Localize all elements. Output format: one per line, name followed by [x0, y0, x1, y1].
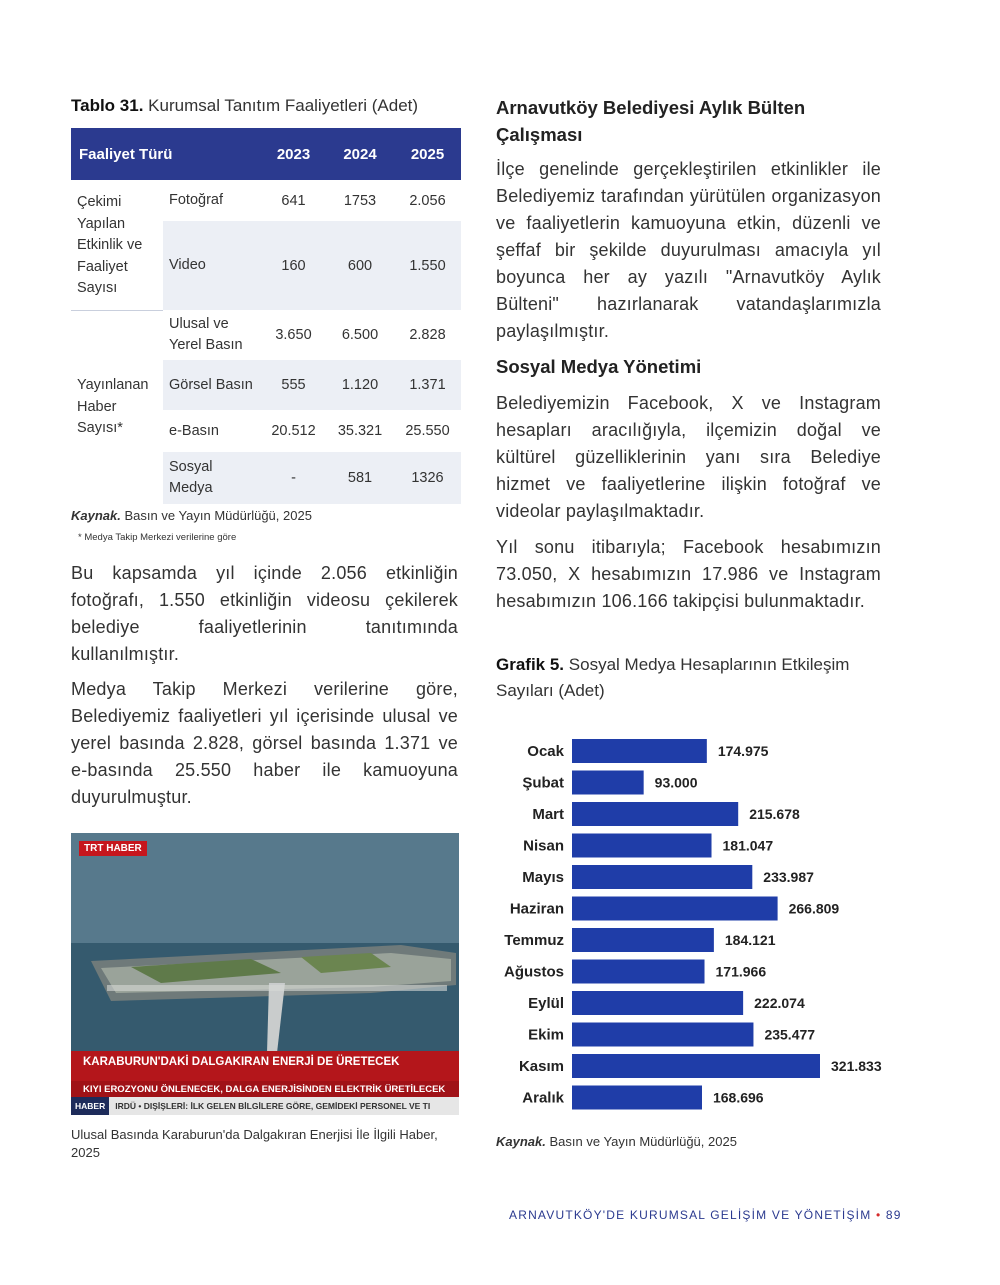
social-media-paragraph: Belediyemizin Facebook, X ve Instagram hesapları aracılığıyla, ilçemizin doğal ve kültürel güzelliklerinin yanı sıra Belediye hizmet ve faaliyetlerine ilişkin fotoğraf ve videolar paylaşılmaktadır.	[496, 393, 881, 521]
header-2025: 2025	[394, 128, 461, 180]
chart-caption	[496, 652, 881, 704]
table-caption-title: Kurumsal Tanıtım Faaliyetleri (Adet)	[148, 96, 419, 115]
cell-value: 1.371	[394, 360, 461, 410]
cell-value: 1753	[343, 192, 377, 209]
news-ticker	[71, 1097, 459, 1115]
cell-value: -	[261, 452, 326, 504]
table-source-label: Kaynak.	[71, 508, 121, 523]
bar-value-label: 171.966	[715, 963, 767, 980]
cell-value: 641	[281, 192, 306, 209]
cell-value: 555	[261, 360, 326, 410]
cell-value: 600	[326, 221, 394, 310]
page-footer	[509, 1208, 902, 1222]
cell-value: 1.550	[394, 221, 461, 310]
bar	[572, 1054, 820, 1078]
bulletin-heading: Arnavutköy Belediyesi Aylık Bülten Çalışması	[496, 97, 806, 145]
bar-category-label: Aralık	[522, 1089, 564, 1107]
cell-value: 25.550	[405, 423, 450, 439]
bar-category-label: Eylül	[528, 995, 564, 1012]
bar-category-label: Ocak	[527, 743, 564, 760]
bar	[572, 739, 707, 763]
news-subline: KIYI EROZYONU ÖNLENECEK, DALGA ENERJİSİNDEN ELEKTRİK ÜRETİLECEK	[71, 1081, 459, 1099]
cell-value: 35.321	[337, 423, 383, 439]
row-type: e-Basın	[169, 422, 219, 439]
cell-value: 3.650	[275, 327, 312, 343]
bar-category-label: Şubat	[522, 774, 564, 792]
bar-value-label: 93.000	[654, 774, 698, 791]
chart-source	[496, 1134, 737, 1149]
bar-value-label: 184.121	[724, 932, 776, 948]
cell-value: 160	[261, 221, 326, 310]
bulletin-paragraph: İlçe genelinde gerçekleştirilen etkinlikler ile Belediyemiz tarafından yürütülen organizasyon ve faaliyetlerin kamuoyuna etkin, düzenli ve şeffaf bir şekilde duyurulması amacıyla yıl boyunca her ay yazılı "Arnavutköy Aylık Bülteni" hazırlanarak vatandaşlarımızla paylaşılmıştır.	[496, 159, 881, 341]
photo-caption: Ulusal Basında Karaburun'da Dalgakıran Enerjisi İle İlgili Haber, 2025	[71, 1127, 438, 1160]
chart-caption-number: Grafik 5.	[496, 655, 565, 674]
page-number: 89	[885, 1208, 902, 1222]
bar-category-label: Ağustos	[504, 963, 564, 981]
left-paragraph-1: Bu kapsamda yıl içinde 2.056 etkinliğin fotoğrafı, 1.550 etkinliğin videosu çekilerek belediye faaliyetlerinin tanıtımında kullanılmıştır.	[71, 563, 458, 664]
header-2023: 2023	[261, 128, 326, 180]
cell-value: 2.828	[409, 327, 446, 343]
table-source	[71, 508, 312, 523]
news-photo	[71, 833, 459, 1115]
bar	[572, 771, 644, 795]
cell-value: 2.056	[409, 192, 446, 209]
bar-value-label: 266.809	[788, 900, 840, 917]
table-caption-number: Tablo 31.	[71, 96, 144, 115]
row-type: Fotoğraf	[169, 192, 223, 208]
row-type: Görsel Basın	[163, 360, 261, 410]
table-header-row	[71, 128, 461, 180]
header-2024: 2024	[326, 128, 394, 180]
bar-category-label: Haziran	[509, 900, 564, 918]
cell-value: 20.512	[271, 423, 316, 439]
ticker-tag: HABER	[71, 1097, 109, 1115]
chart-source-label: Kaynak.	[496, 1134, 546, 1149]
news-headline: KARABURUN'DAKİ DALGAKIRAN ENERJİ DE ÜRETECEK	[71, 1051, 459, 1081]
cell-value: 1326	[394, 452, 461, 504]
bar-category-label: Kasım	[518, 1058, 564, 1075]
group-label-events: Çekimi Yapılan Etkinlik ve Faaliyet Sayısı	[71, 180, 163, 310]
chart-caption-title: Sosyal Medya Hesaplarının Etkileşim Sayıları (Adet)	[496, 655, 850, 700]
engagement-bar-chart	[490, 730, 900, 1120]
social-media-heading: Sosyal Medya Yönetimi	[496, 356, 702, 377]
bar-category-label: Temmuz	[504, 932, 564, 949]
row-type: Sosyal Medya	[163, 452, 261, 504]
bar	[572, 865, 752, 889]
chart-source-text: Basın ve Yayın Müdürlüğü, 2025	[549, 1134, 737, 1149]
row-type: Ulusal ve Yerel Basın	[169, 316, 243, 353]
bar-category-label: Mayıs	[522, 869, 564, 886]
bar	[572, 991, 743, 1015]
footer-bullet: •	[875, 1208, 882, 1222]
bar	[572, 1086, 702, 1110]
table-footnote: * Medya Takip Merkezi verilerine göre	[78, 532, 237, 543]
bar	[572, 897, 778, 921]
bar	[572, 834, 712, 858]
bar-category-label: Nisan	[523, 837, 564, 855]
table-caption	[71, 96, 418, 116]
bar	[572, 960, 705, 984]
activities-table	[71, 128, 461, 504]
bar-value-label: 321.833	[831, 1058, 882, 1074]
bar	[572, 1023, 753, 1047]
bar	[572, 928, 714, 952]
header-activity-type: Faaliyet Türü	[71, 128, 261, 180]
cell-value: 1.120	[326, 360, 394, 410]
bar-category-label: Mart	[532, 806, 564, 823]
bar-value-label: 235.477	[764, 1026, 816, 1043]
bar-value-label: 181.047	[722, 837, 774, 854]
bar-value-label: 215.678	[749, 806, 800, 822]
row-type: Video	[163, 221, 261, 310]
table-source-text: Basın ve Yayın Müdürlüğü, 2025	[124, 508, 312, 523]
ticker-text: IRDÜ • DIŞİŞLERİ: İLK GELEN BİLGİLERE GÖRE, GEMİDEKİ PERSONEL VE TI	[115, 1101, 431, 1111]
group-label-news: Yayınlanan Haber Sayısı*	[77, 377, 149, 436]
bar	[572, 802, 738, 826]
bar-value-label: 174.975	[717, 743, 769, 759]
followers-paragraph: Yıl sonu itibarıyla; Facebook hesabımızın 73.050, X hesabımızın 17.986 ve Instagram hesabımızın 106.166 takipçisi bulunmaktadır.	[496, 537, 881, 611]
bar-value-label: 233.987	[763, 869, 814, 885]
left-paragraph-2: Medya Takip Merkezi verilerine göre, Belediyemiz faaliyetleri yıl içerisinde ulusal ve yerel basında 2.828, görsel basında 1.371 ve e-basında 25.550 haber ile kamuoyuna duyurulmuştur.	[71, 679, 458, 807]
bar-value-label: 168.696	[712, 1089, 764, 1106]
cell-value: 581	[326, 452, 394, 504]
cell-value: 6.500	[341, 327, 379, 343]
trt-haber-logo: TRT HABER	[79, 841, 147, 856]
bar-value-label: 222.074	[754, 995, 805, 1011]
table-row	[71, 310, 461, 360]
footer-section-title: ARNAVUTKÖY'DE KURUMSAL GELİŞİM VE YÖNETİŞİM	[509, 1208, 872, 1222]
table-row	[71, 180, 461, 221]
bar-category-label: Ekim	[528, 1026, 564, 1044]
